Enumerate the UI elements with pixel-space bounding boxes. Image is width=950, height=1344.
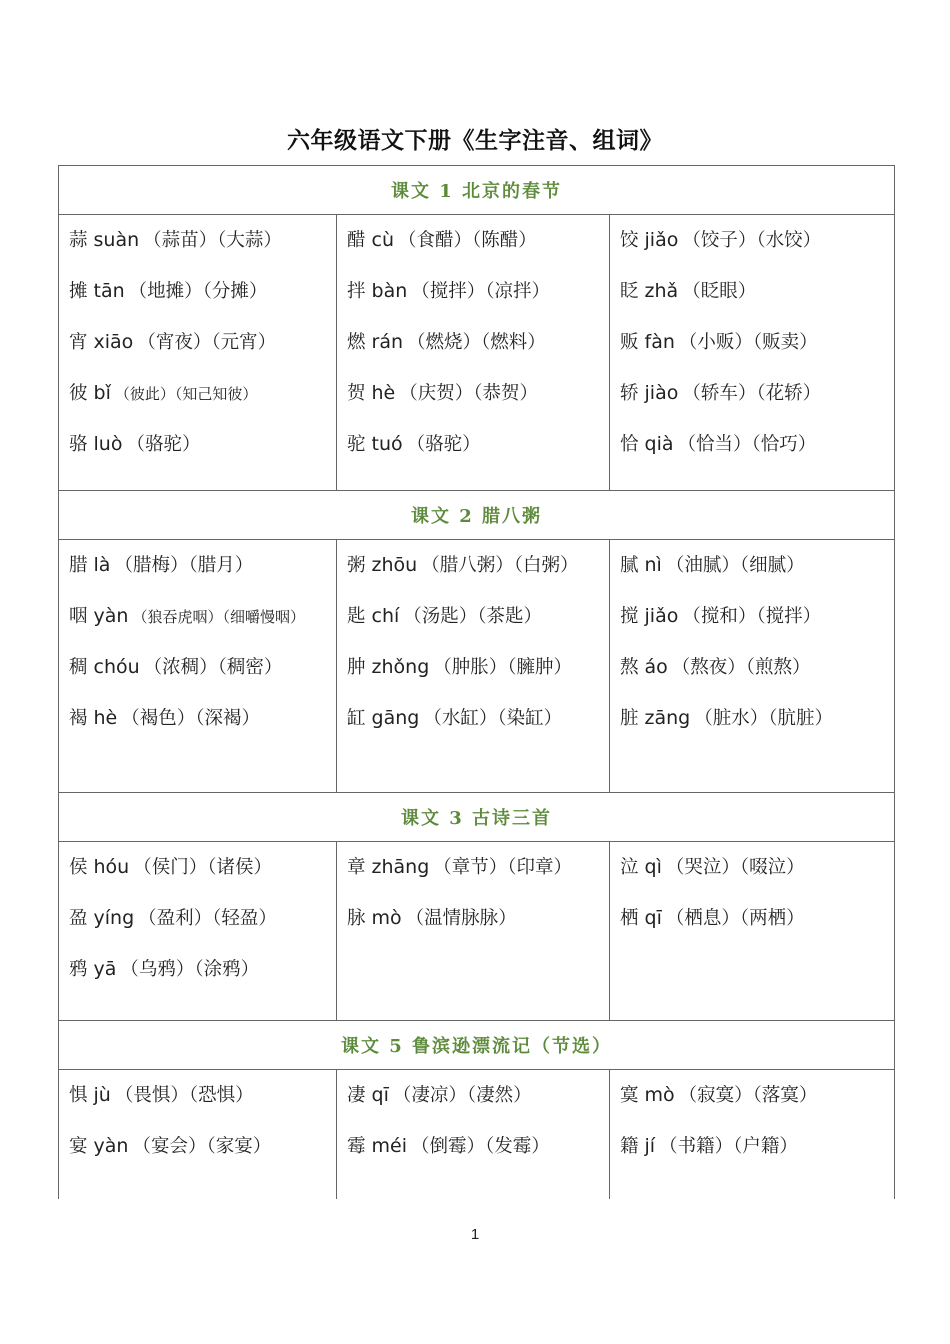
vocab-entry bbox=[620, 705, 894, 732]
vocab-entry bbox=[620, 278, 894, 305]
vocab-column bbox=[336, 540, 609, 792]
vocab-words: （肿胀）（臃肿） bbox=[433, 657, 573, 678]
vocab-entry bbox=[347, 705, 609, 732]
vocab-char: 彼 bbox=[69, 383, 88, 404]
vocab-char: 腊 bbox=[69, 555, 88, 576]
vocab-char: 凄 bbox=[347, 1085, 366, 1106]
vocab-column bbox=[609, 842, 894, 1020]
vocab-char: 寞 bbox=[620, 1085, 639, 1106]
vocab-words: （褐色）（深褐） bbox=[121, 708, 261, 729]
vocab-pinyin: bǐ bbox=[93, 382, 111, 404]
lesson-header: 课文 2 腊八粥 bbox=[59, 491, 894, 540]
vocab-char: 侯 bbox=[69, 857, 88, 878]
vocab-pinyin: yàn bbox=[93, 605, 129, 627]
vocab-entry bbox=[69, 603, 336, 630]
lesson-header: 课文 5 鲁滨逊漂流记（节选） bbox=[59, 1021, 894, 1070]
vocab-pinyin: méi bbox=[371, 1135, 407, 1157]
vocab-words: （脏水）（肮脏） bbox=[694, 708, 833, 729]
vocab-column bbox=[59, 1070, 336, 1199]
vocab-pinyin: zāng bbox=[644, 707, 691, 729]
vocab-pinyin: áo bbox=[644, 656, 668, 678]
vocab-char: 肿 bbox=[347, 657, 366, 678]
vocab-entry bbox=[69, 1133, 336, 1160]
vocab-char: 稠 bbox=[69, 657, 88, 678]
vocab-words: （哭泣）（啜泣） bbox=[665, 857, 805, 878]
vocab-pinyin: tān bbox=[93, 280, 125, 302]
vocab-char: 宴 bbox=[69, 1136, 88, 1157]
vocab-column bbox=[59, 540, 336, 792]
vocab-pinyin: zhōu bbox=[371, 554, 418, 576]
vocab-entry bbox=[620, 552, 894, 579]
vocab-entry bbox=[69, 1082, 336, 1109]
vocab-pinyin: chóu bbox=[93, 656, 140, 678]
vocab-pinyin: suàn bbox=[93, 229, 140, 251]
vocab-pinyin: zhǎ bbox=[644, 280, 679, 302]
vocab-char: 贺 bbox=[347, 383, 366, 404]
vocab-pinyin: hè bbox=[371, 382, 396, 404]
vocab-pinyin: yàn bbox=[93, 1135, 129, 1157]
vocab-words: （倒霉）（发霉） bbox=[411, 1136, 550, 1157]
vocab-pinyin: cù bbox=[371, 229, 395, 251]
vocab-words: （水缸）（染缸） bbox=[423, 708, 563, 729]
vocab-pinyin: là bbox=[93, 554, 111, 576]
page-title: 六年级语文下册《生字注音、组词》 bbox=[287, 128, 663, 154]
vocab-pinyin: nì bbox=[644, 554, 662, 576]
vocab-words: （轿车）（花轿） bbox=[682, 383, 822, 404]
vocab-entry bbox=[620, 380, 894, 407]
vocab-entry bbox=[620, 1082, 894, 1109]
vocab-char: 脏 bbox=[620, 708, 639, 729]
vocab-char: 栖 bbox=[620, 908, 639, 929]
vocab-char: 搅 bbox=[620, 606, 639, 627]
vocab-pinyin: qì bbox=[644, 856, 662, 878]
vocab-char: 章 bbox=[347, 857, 366, 878]
vocab-pinyin: xiāo bbox=[93, 331, 134, 353]
vocab-pinyin: jiào bbox=[644, 382, 679, 404]
vocab-words: （寂寞）（落寞） bbox=[678, 1085, 818, 1106]
vocab-words: （乌鸦）（涂鸦） bbox=[120, 959, 260, 980]
vocab-column bbox=[336, 215, 609, 490]
vocab-pinyin: fàn bbox=[644, 331, 675, 353]
vocab-char: 籍 bbox=[620, 1136, 639, 1157]
page-number: 1 bbox=[470, 1226, 480, 1243]
vocab-words: （畏惧）（恐惧） bbox=[114, 1085, 254, 1106]
vocab-char: 恰 bbox=[620, 434, 639, 455]
vocab-pinyin: jiǎo bbox=[644, 229, 679, 251]
vocab-words: （汤匙）（茶匙） bbox=[403, 606, 543, 627]
vocab-table bbox=[58, 165, 895, 1199]
vocab-entry bbox=[69, 278, 336, 305]
vocab-pinyin: chí bbox=[371, 605, 400, 627]
vocab-entry bbox=[620, 431, 894, 458]
vocab-words: （狼吞虎咽）（细嚼慢咽） bbox=[132, 608, 305, 626]
vocab-column bbox=[59, 215, 336, 490]
vocab-pinyin: mò bbox=[644, 1084, 675, 1106]
vocab-char: 熬 bbox=[620, 657, 639, 678]
vocab-entry bbox=[69, 854, 336, 881]
vocab-column bbox=[609, 540, 894, 792]
vocab-char: 饺 bbox=[620, 230, 639, 251]
vocab-column bbox=[336, 842, 609, 1020]
vocab-pinyin: tuó bbox=[371, 433, 403, 455]
vocab-pinyin: qī bbox=[371, 1084, 389, 1106]
vocab-words: （凄凉）（凄然） bbox=[392, 1085, 532, 1106]
vocab-entry bbox=[347, 654, 609, 681]
vocab-char: 匙 bbox=[347, 606, 366, 627]
vocab-pinyin: gāng bbox=[371, 707, 420, 729]
vocab-words: （盈利）（轻盈） bbox=[138, 908, 277, 929]
vocab-char: 褐 bbox=[69, 708, 88, 729]
lesson-grid bbox=[59, 215, 894, 491]
vocab-words: （骆驼） bbox=[126, 434, 201, 455]
vocab-words: （骆驼） bbox=[406, 434, 481, 455]
vocab-words: （庆贺）（恭贺） bbox=[399, 383, 539, 404]
vocab-entry bbox=[347, 1133, 609, 1160]
vocab-entry bbox=[347, 278, 609, 305]
vocab-entry bbox=[347, 854, 609, 881]
vocab-words: （食醋）（陈醋） bbox=[398, 230, 537, 251]
vocab-words: （栖息）（两栖） bbox=[665, 908, 805, 929]
vocab-entry bbox=[347, 552, 609, 579]
vocab-char: 蒜 bbox=[69, 230, 88, 251]
vocab-char: 盈 bbox=[69, 908, 88, 929]
vocab-entry bbox=[620, 654, 894, 681]
lesson-header: 课文 3 古诗三首 bbox=[59, 793, 894, 842]
vocab-entry bbox=[69, 905, 336, 932]
vocab-entry bbox=[69, 329, 336, 356]
vocab-char: 燃 bbox=[347, 332, 366, 353]
vocab-words: （饺子）（水饺） bbox=[682, 230, 822, 251]
vocab-column bbox=[609, 215, 894, 490]
vocab-char: 咽 bbox=[69, 606, 88, 627]
vocab-column bbox=[609, 1070, 894, 1199]
vocab-char: 缸 bbox=[347, 708, 366, 729]
vocab-words: （腊梅）（腊月） bbox=[114, 555, 254, 576]
vocab-entry bbox=[347, 380, 609, 407]
vocab-entry bbox=[620, 227, 894, 254]
vocab-entry bbox=[69, 654, 336, 681]
vocab-words: （燃烧）（燃料） bbox=[407, 332, 546, 353]
vocab-char: 眨 bbox=[620, 281, 639, 302]
vocab-words: （小贩）（贩卖） bbox=[678, 332, 818, 353]
vocab-words: （地摊）（分摊） bbox=[128, 281, 268, 302]
vocab-pinyin: zhāng bbox=[371, 856, 430, 878]
vocab-words: （搅拌）（凉拌） bbox=[411, 281, 551, 302]
vocab-char: 醋 bbox=[347, 230, 366, 251]
vocab-words: （油腻）（细腻） bbox=[665, 555, 805, 576]
vocab-entry bbox=[620, 854, 894, 881]
vocab-char: 摊 bbox=[69, 281, 88, 302]
vocab-pinyin: zhǒng bbox=[371, 656, 430, 678]
vocab-entry bbox=[620, 603, 894, 630]
vocab-pinyin: jiǎo bbox=[644, 605, 679, 627]
vocab-entry bbox=[347, 1082, 609, 1109]
vocab-pinyin: mò bbox=[371, 907, 402, 929]
vocab-entry bbox=[347, 329, 609, 356]
vocab-words: （温情脉脉） bbox=[405, 908, 517, 929]
vocab-pinyin: jù bbox=[93, 1084, 111, 1106]
lesson-header: 课文 1 北京的春节 bbox=[59, 166, 894, 215]
vocab-char: 粥 bbox=[347, 555, 366, 576]
lesson-grid bbox=[59, 842, 894, 1021]
vocab-entry bbox=[620, 905, 894, 932]
vocab-char: 泣 bbox=[620, 857, 639, 878]
vocab-pinyin: qī bbox=[644, 907, 662, 929]
vocab-char: 惧 bbox=[69, 1085, 88, 1106]
vocab-entry bbox=[69, 956, 336, 983]
vocab-pinyin: rán bbox=[371, 331, 404, 353]
vocab-column bbox=[336, 1070, 609, 1199]
vocab-entry bbox=[69, 705, 336, 732]
vocab-pinyin: yíng bbox=[93, 907, 135, 929]
vocab-entry bbox=[347, 227, 609, 254]
lesson-grid bbox=[59, 1070, 894, 1199]
vocab-entry bbox=[69, 380, 336, 407]
vocab-entry bbox=[69, 431, 336, 458]
vocab-char: 霉 bbox=[347, 1136, 366, 1157]
vocab-char: 腻 bbox=[620, 555, 639, 576]
vocab-words: （彼此）（知己知彼） bbox=[114, 385, 258, 403]
vocab-entry bbox=[620, 329, 894, 356]
vocab-char: 骆 bbox=[69, 434, 88, 455]
vocab-pinyin: qià bbox=[644, 433, 674, 455]
vocab-char: 宵 bbox=[69, 332, 88, 353]
vocab-char: 驼 bbox=[347, 434, 366, 455]
vocab-char: 鸦 bbox=[69, 959, 88, 980]
vocab-column bbox=[59, 842, 336, 1020]
vocab-pinyin: jí bbox=[644, 1135, 656, 1157]
vocab-words: （宴会）（家宴） bbox=[132, 1136, 272, 1157]
vocab-char: 脉 bbox=[347, 908, 366, 929]
vocab-pinyin: yā bbox=[93, 958, 117, 980]
vocab-entry bbox=[347, 431, 609, 458]
vocab-words: （蒜苗）（大蒜） bbox=[143, 230, 282, 251]
vocab-words: （书籍）（户籍） bbox=[659, 1136, 798, 1157]
vocab-words: （搅和）（搅拌） bbox=[682, 606, 822, 627]
vocab-pinyin: hóu bbox=[93, 856, 130, 878]
lesson-grid bbox=[59, 540, 894, 793]
vocab-entry bbox=[69, 552, 336, 579]
vocab-pinyin: bàn bbox=[371, 280, 408, 302]
vocab-words: （宵夜）（元宵） bbox=[137, 332, 277, 353]
vocab-entry bbox=[620, 1133, 894, 1160]
vocab-entry bbox=[347, 905, 609, 932]
vocab-words: （恰当）（恰巧） bbox=[677, 434, 817, 455]
vocab-words: （眨眼） bbox=[682, 281, 757, 302]
vocab-words: （浓稠）（稠密） bbox=[143, 657, 283, 678]
vocab-pinyin: hè bbox=[93, 707, 118, 729]
vocab-char: 轿 bbox=[620, 383, 639, 404]
vocab-entry bbox=[347, 603, 609, 630]
vocab-entry bbox=[69, 227, 336, 254]
vocab-words: （腊八粥）（白粥） bbox=[421, 555, 579, 576]
vocab-char: 贩 bbox=[620, 332, 639, 353]
vocab-words: （章节）（印章） bbox=[433, 857, 573, 878]
vocab-pinyin: luò bbox=[93, 433, 123, 455]
vocab-words: （侯门）（诸侯） bbox=[133, 857, 272, 878]
vocab-char: 拌 bbox=[347, 281, 366, 302]
vocab-words: （熬夜）（煎熬） bbox=[671, 657, 811, 678]
